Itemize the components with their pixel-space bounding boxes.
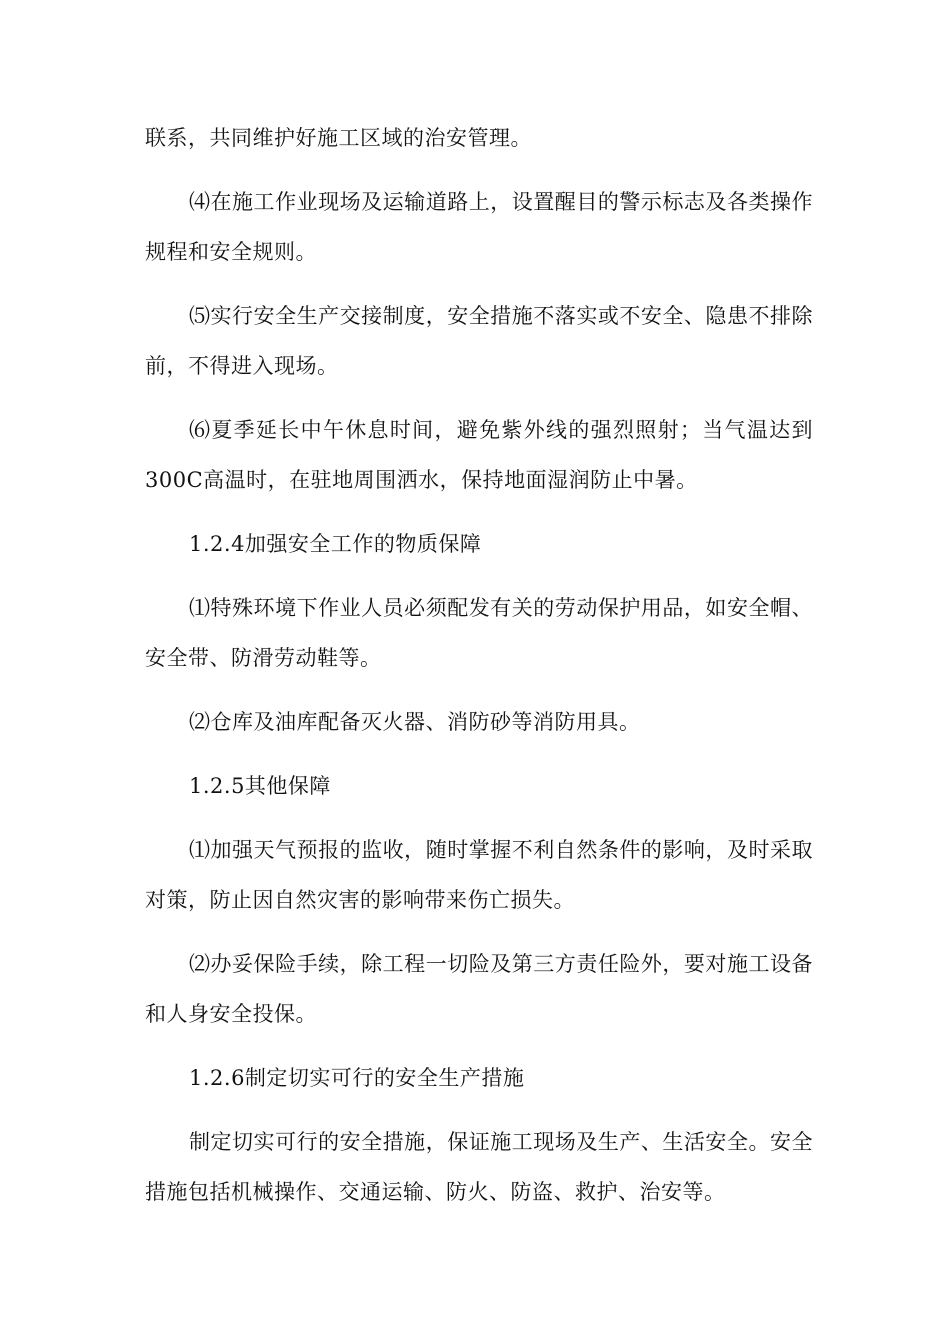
document-body <box>145 113 813 1231</box>
paragraph-material-2: ⑵仓库及油库配备灭火器、消防砂等消防用具。 <box>189 710 641 734</box>
paragraph-item-5: ⑸实行安全生产交接制度，安全措施不落实或不安全、隐患不排除前，不得进入现场。 <box>145 304 813 378</box>
section-heading-1-2-6: 1.2.6制定切实可行的安全生产措施 <box>189 1066 525 1090</box>
paragraph-material-1: ⑴特殊环境下作业人员必须配发有关的劳动保护用品，如安全帽、安全带、防滑劳动鞋等。 <box>145 596 813 670</box>
paragraph-item-4: ⑷在施工作业现场及运输道路上，设置醒目的警示标志及各类操作规程和安全规则。 <box>145 190 813 264</box>
paragraph-other-2: ⑵办妥保险手续，除工程一切险及第三方责任险外，要对施工设备和人身安全投保。 <box>145 952 813 1026</box>
section-heading-1-2-5: 1.2.5其他保障 <box>189 774 331 798</box>
section-heading-1-2-4: 1.2.4加强安全工作的物质保障 <box>189 532 482 556</box>
paragraph-measures: 制定切实可行的安全措施，保证施工现场及生产、生活安全。安全措施包括机械操作、交通运输、防火、防盗、救护、治安等。 <box>145 1130 813 1204</box>
paragraph-other-1: ⑴加强天气预报的监收，随时掌握不利自然条件的影响，及时采取对策，防止因自然灾害的影响带来伤亡损失。 <box>145 838 813 912</box>
paragraph-continuation: 联系，共同维护好施工区域的治安管理。 <box>145 126 532 150</box>
paragraph-item-6: ⑹夏季延长中午休息时间，避免紫外线的强烈照射；当气温达到300C高温时，在驻地周围洒水，保持地面湿润防止中暑。 <box>145 418 813 492</box>
